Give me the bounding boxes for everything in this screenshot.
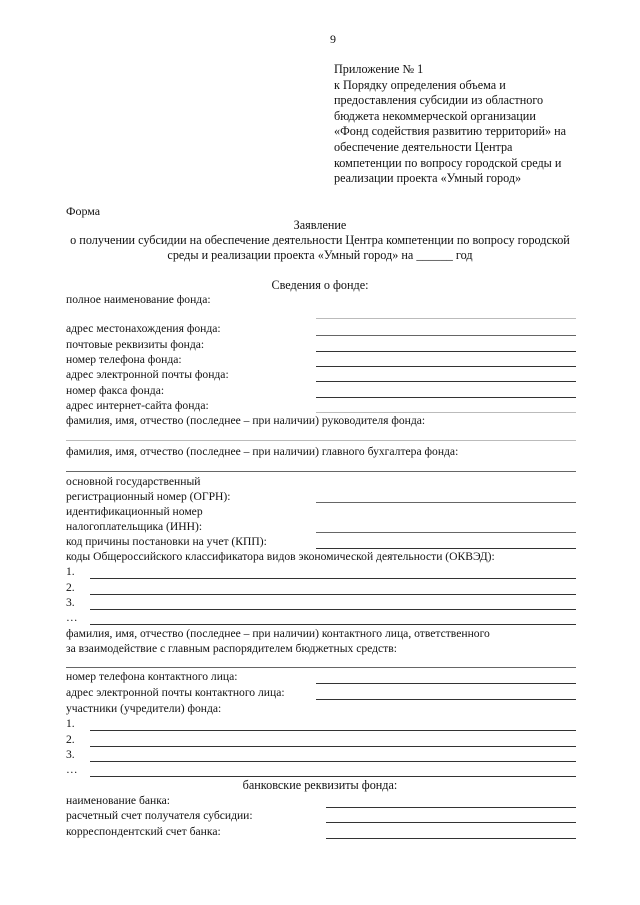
field-phone: номер телефона фонда: xyxy=(66,353,182,366)
founder-item-number: 1. xyxy=(66,717,75,730)
title-line-2: среды и реализации проекта «Умный город» на ______ год xyxy=(167,248,473,262)
field-contact-email-line xyxy=(316,699,576,700)
founder-item-number: 2. xyxy=(66,733,75,746)
title-line-1: о получении субсидии на обеспечение деятельности Центра компетенции по вопросу городской xyxy=(70,233,570,247)
field-founders: участники (учредители) фонда: xyxy=(66,702,222,715)
title-heading: Заявление xyxy=(293,218,347,232)
appendix-line: реализации проекта «Умный город» xyxy=(334,171,522,186)
field-contact-phone-line xyxy=(316,683,576,684)
field-kpp-line xyxy=(316,548,576,549)
okved-item-number: … xyxy=(66,611,78,624)
field-okved: коды Общероссийского классификатора видов экономической деятельности (ОКВЭД): xyxy=(66,550,495,563)
field-fax: номер факса фонда: xyxy=(66,384,165,397)
field-inn-line xyxy=(316,532,576,533)
field-contact-2: за взаимодействие с главным распорядителем бюджетных средств: xyxy=(66,642,397,655)
form-label: Форма xyxy=(66,204,101,218)
okved-item-line xyxy=(90,594,576,595)
field-postal: почтовые реквизиты фонда: xyxy=(66,338,205,351)
fund-section-heading: Сведения о фонде: xyxy=(271,278,369,292)
field-fax-line xyxy=(316,397,576,398)
field-inn-2: налогоплательщика (ИНН): xyxy=(66,520,203,533)
okved-item-line xyxy=(90,609,576,610)
field-account: расчетный счет получателя субсидии: xyxy=(66,809,253,822)
field-contact-email: адрес электронной почты контактного лица: xyxy=(66,686,285,699)
field-phone-line xyxy=(316,366,576,367)
okved-item-number: 1. xyxy=(66,565,75,578)
appendix-line: бюджета некоммерческой организации xyxy=(334,108,536,123)
field-full-name-line xyxy=(316,318,576,319)
appendix-block xyxy=(334,62,566,187)
field-contact-1: фамилия, имя, отчество (последнее – при наличии) контактного лица, ответственного xyxy=(66,627,490,640)
field-corr-account: корреспондентский счет банка: xyxy=(66,825,221,838)
appendix-line: Приложение № 1 xyxy=(334,62,424,76)
field-accountant: фамилия, имя, отчество (последнее – при наличии) главного бухгалтера фонда: xyxy=(66,445,459,458)
field-director: фамилия, имя, отчество (последнее – при наличии) руководителя фонда: xyxy=(66,414,426,427)
field-contact-line xyxy=(66,667,576,668)
field-email: адрес электронной почты фонда: xyxy=(66,368,229,381)
founder-item-line xyxy=(90,761,576,762)
page-number: 9 xyxy=(330,32,336,46)
field-account-line xyxy=(326,822,576,823)
field-address-line xyxy=(316,335,576,336)
appendix-line: «Фонд содействия развитию территорий» на xyxy=(334,124,567,139)
appendix-line: предоставления субсидии из областного xyxy=(334,93,544,108)
field-email-line xyxy=(316,381,576,382)
field-inn-1: идентификационный номер xyxy=(66,505,203,518)
field-kpp: код причины постановки на учет (КПП): xyxy=(66,535,267,548)
field-contact-phone: номер телефона контактного лица: xyxy=(66,670,238,683)
field-bank-name: наименование банка: xyxy=(66,794,171,807)
field-full-name: полное наименование фонда: xyxy=(66,293,211,306)
field-ogrn-2: регистрационный номер (ОГРН): xyxy=(66,490,231,503)
founder-item-line xyxy=(90,730,576,731)
founder-item-line xyxy=(90,746,576,747)
field-accountant-line xyxy=(66,471,576,472)
okved-item-number: 3. xyxy=(66,596,75,609)
okved-item-line xyxy=(90,624,576,625)
appendix-line: к Порядку определения объема и xyxy=(334,77,506,92)
okved-item-number: 2. xyxy=(66,581,75,594)
appendix-line: компетенции по вопросу городской среды и xyxy=(334,155,562,170)
field-ogrn-line xyxy=(316,502,576,503)
founder-item-line xyxy=(90,776,576,777)
field-corr-account-line xyxy=(326,838,576,839)
founder-item-number: … xyxy=(66,763,78,776)
field-director-line xyxy=(66,440,576,441)
field-bank-name-line xyxy=(326,807,576,808)
appendix-line: обеспечение деятельности Центра xyxy=(334,139,513,154)
okved-item-line xyxy=(90,578,576,579)
founder-item-number: 3. xyxy=(66,748,75,761)
field-website-line xyxy=(316,412,576,413)
field-address: адрес местонахождения фонда: xyxy=(66,322,221,335)
field-website: адрес интернет-сайта фонда: xyxy=(66,399,209,412)
bank-section-heading: банковские реквизиты фонда: xyxy=(242,778,398,792)
field-postal-line xyxy=(316,351,576,352)
field-ogrn-1: основной государственный xyxy=(66,475,201,488)
